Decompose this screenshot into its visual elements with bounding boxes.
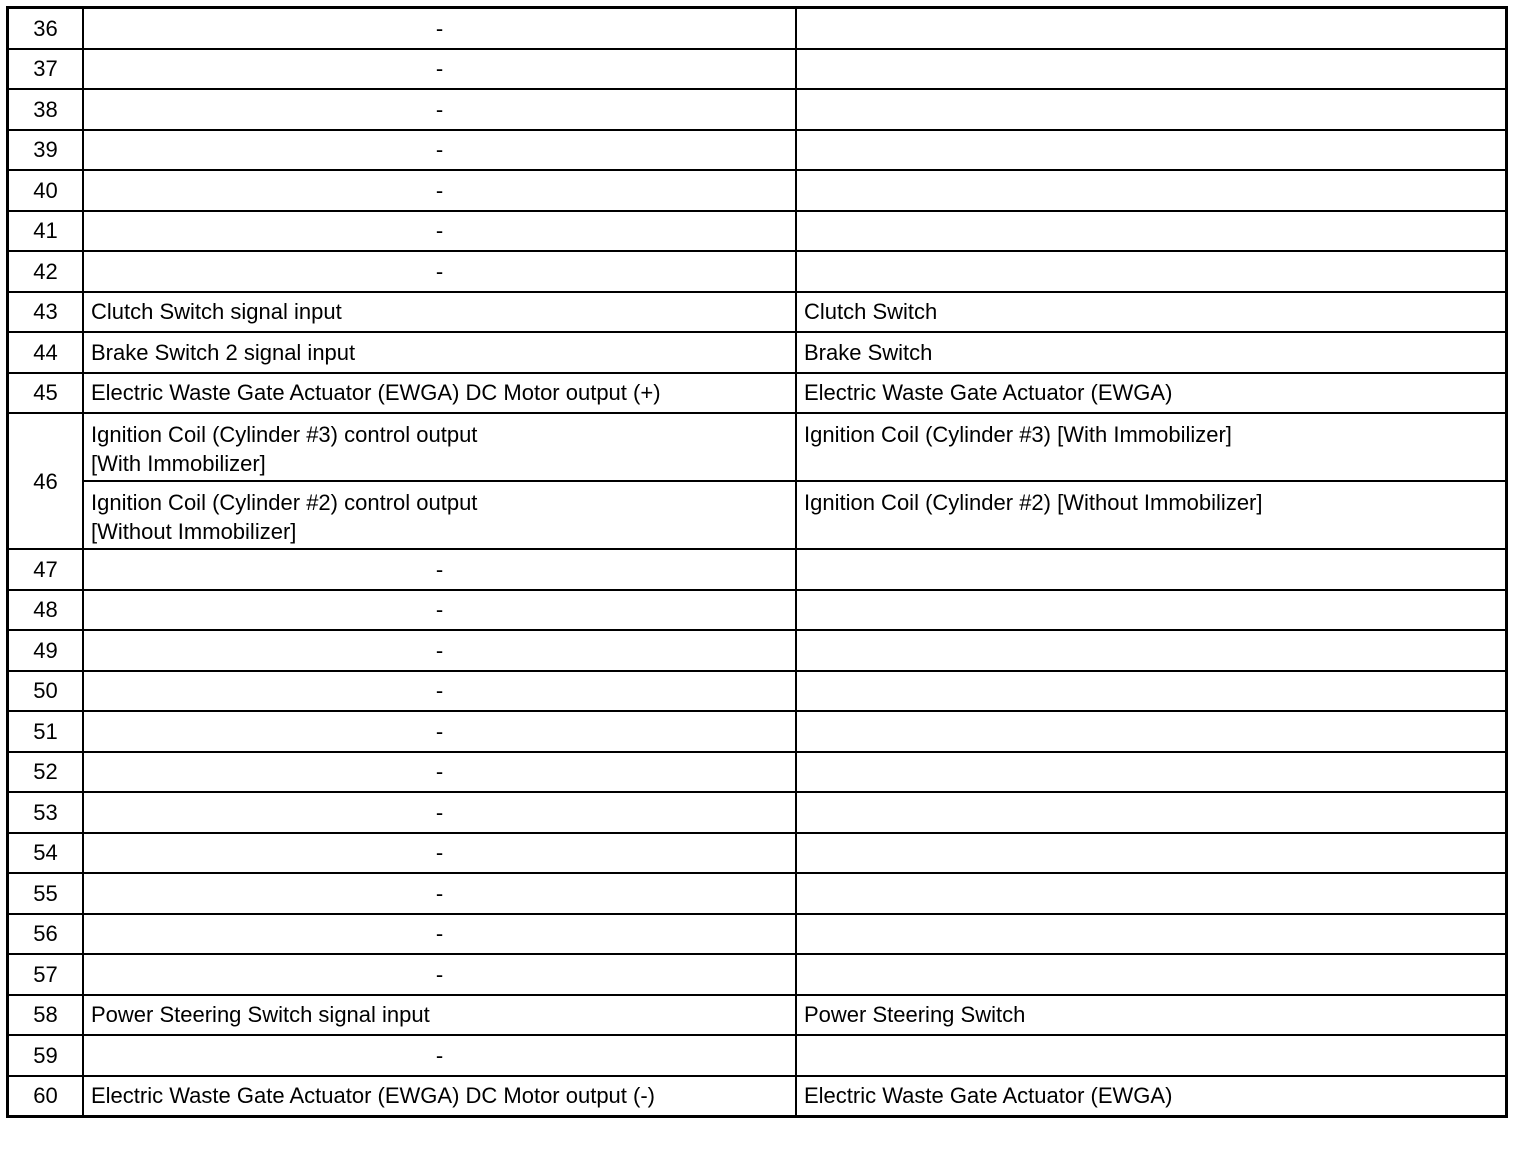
- connected-to: Electric Waste Gate Actuator (EWGA): [796, 373, 1507, 414]
- pin-number: 53: [8, 792, 84, 833]
- pin-description: -: [83, 130, 796, 171]
- table-row: [8, 211, 1507, 252]
- table-row: [8, 1076, 1507, 1117]
- table-row: [8, 292, 1507, 333]
- pin-number: 44: [8, 332, 84, 373]
- pin-description: -: [83, 671, 796, 712]
- table-row: [8, 873, 1507, 914]
- pin-description: -: [83, 211, 796, 252]
- table-row: [8, 549, 1507, 590]
- connected-to: [796, 752, 1507, 793]
- pin-description: Clutch Switch signal input: [83, 292, 796, 333]
- pin-number: 51: [8, 711, 84, 752]
- table-row: [8, 914, 1507, 955]
- pin-description: -: [83, 833, 796, 874]
- pin-number: 39: [8, 130, 84, 171]
- connected-to: [796, 590, 1507, 631]
- table-row: [8, 373, 1507, 414]
- pin-description: -: [83, 170, 796, 211]
- pin-number: 56: [8, 914, 84, 955]
- pin-number: 57: [8, 954, 84, 995]
- connected-to: [796, 1035, 1507, 1076]
- pin-description: Electric Waste Gate Actuator (EWGA) DC Motor output (-): [83, 1076, 796, 1117]
- pin-number: 55: [8, 873, 84, 914]
- connected-to: [796, 251, 1507, 292]
- connected-to: [796, 914, 1507, 955]
- table-row: [8, 49, 1507, 90]
- connected-to: [796, 89, 1507, 130]
- pin-number: 45: [8, 373, 84, 414]
- pin-description-condition: [Without Immobilizer]: [91, 519, 297, 544]
- connected-to: [796, 954, 1507, 995]
- pin-description: Power Steering Switch signal input: [83, 995, 796, 1036]
- table-row: [8, 8, 1507, 49]
- connected-to: [796, 630, 1507, 671]
- pin-description: -: [83, 251, 796, 292]
- pin-description-condition: [With Immobilizer]: [91, 451, 266, 476]
- table-row: [8, 251, 1507, 292]
- pin-description: -: [83, 711, 796, 752]
- connected-to: [796, 211, 1507, 252]
- table-row: [8, 711, 1507, 752]
- table-row: [8, 130, 1507, 171]
- pin-number: 52: [8, 752, 84, 793]
- pin-description: Brake Switch 2 signal input: [83, 332, 796, 373]
- pin-description: Electric Waste Gate Actuator (EWGA) DC Motor output (+): [83, 373, 796, 414]
- pin-description: -: [83, 49, 796, 90]
- pin-number: 59: [8, 1035, 84, 1076]
- table-row: [8, 332, 1507, 373]
- connected-to: [796, 130, 1507, 171]
- table-row: [8, 833, 1507, 874]
- connected-to: [796, 671, 1507, 712]
- pin-number: 37: [8, 49, 84, 90]
- pin-number: 54: [8, 833, 84, 874]
- connected-to: [796, 711, 1507, 752]
- table-row: [8, 954, 1507, 995]
- table-row: [8, 413, 1507, 481]
- pin-description: -: [83, 590, 796, 631]
- pin-description: -: [83, 630, 796, 671]
- pin-number: 48: [8, 590, 84, 631]
- pin-description: [83, 413, 796, 481]
- pin-description: -: [83, 549, 796, 590]
- connected-to: [796, 549, 1507, 590]
- connected-to: [796, 49, 1507, 90]
- pin-number: 36: [8, 8, 84, 49]
- connected-to: Ignition Coil (Cylinder #2) [Without Immobilizer]: [796, 481, 1507, 549]
- connected-to: Electric Waste Gate Actuator (EWGA): [796, 1076, 1507, 1117]
- pin-assignment-table: [6, 6, 1508, 1118]
- pin-number: 60: [8, 1076, 84, 1117]
- connected-to: Clutch Switch: [796, 292, 1507, 333]
- pin-description-line: Ignition Coil (Cylinder #3) control output: [91, 422, 478, 447]
- pin-number: 41: [8, 211, 84, 252]
- connected-to: [796, 8, 1507, 49]
- pin-description: -: [83, 752, 796, 793]
- pin-description: -: [83, 8, 796, 49]
- table-row: [8, 1035, 1507, 1076]
- connected-to: [796, 873, 1507, 914]
- pin-number: 40: [8, 170, 84, 211]
- table-row: [8, 89, 1507, 130]
- pin-description: -: [83, 1035, 796, 1076]
- pin-description-line: Ignition Coil (Cylinder #2) control output: [91, 490, 478, 515]
- pin-number: 47: [8, 549, 84, 590]
- pin-description: -: [83, 873, 796, 914]
- table-row: [8, 481, 1507, 549]
- table-row: [8, 995, 1507, 1036]
- connected-to: Brake Switch: [796, 332, 1507, 373]
- table-row: [8, 590, 1507, 631]
- pin-number: 58: [8, 995, 84, 1036]
- table-row: [8, 752, 1507, 793]
- pin-number: 38: [8, 89, 84, 130]
- connected-to: Ignition Coil (Cylinder #3) [With Immobilizer]: [796, 413, 1507, 481]
- table-row: [8, 170, 1507, 211]
- pin-number: 42: [8, 251, 84, 292]
- connected-to: [796, 833, 1507, 874]
- pin-description: -: [83, 89, 796, 130]
- table-row: [8, 671, 1507, 712]
- pin-number: 49: [8, 630, 84, 671]
- pin-description: -: [83, 954, 796, 995]
- table-row: [8, 792, 1507, 833]
- connected-to: Power Steering Switch: [796, 995, 1507, 1036]
- pin-description: -: [83, 914, 796, 955]
- table-row: [8, 630, 1507, 671]
- pin-description: -: [83, 792, 796, 833]
- connected-to: [796, 170, 1507, 211]
- pin-number: 43: [8, 292, 84, 333]
- pin-description: [83, 481, 796, 549]
- pin-number: 50: [8, 671, 84, 712]
- pin-number: 46: [8, 413, 84, 549]
- connected-to: [796, 792, 1507, 833]
